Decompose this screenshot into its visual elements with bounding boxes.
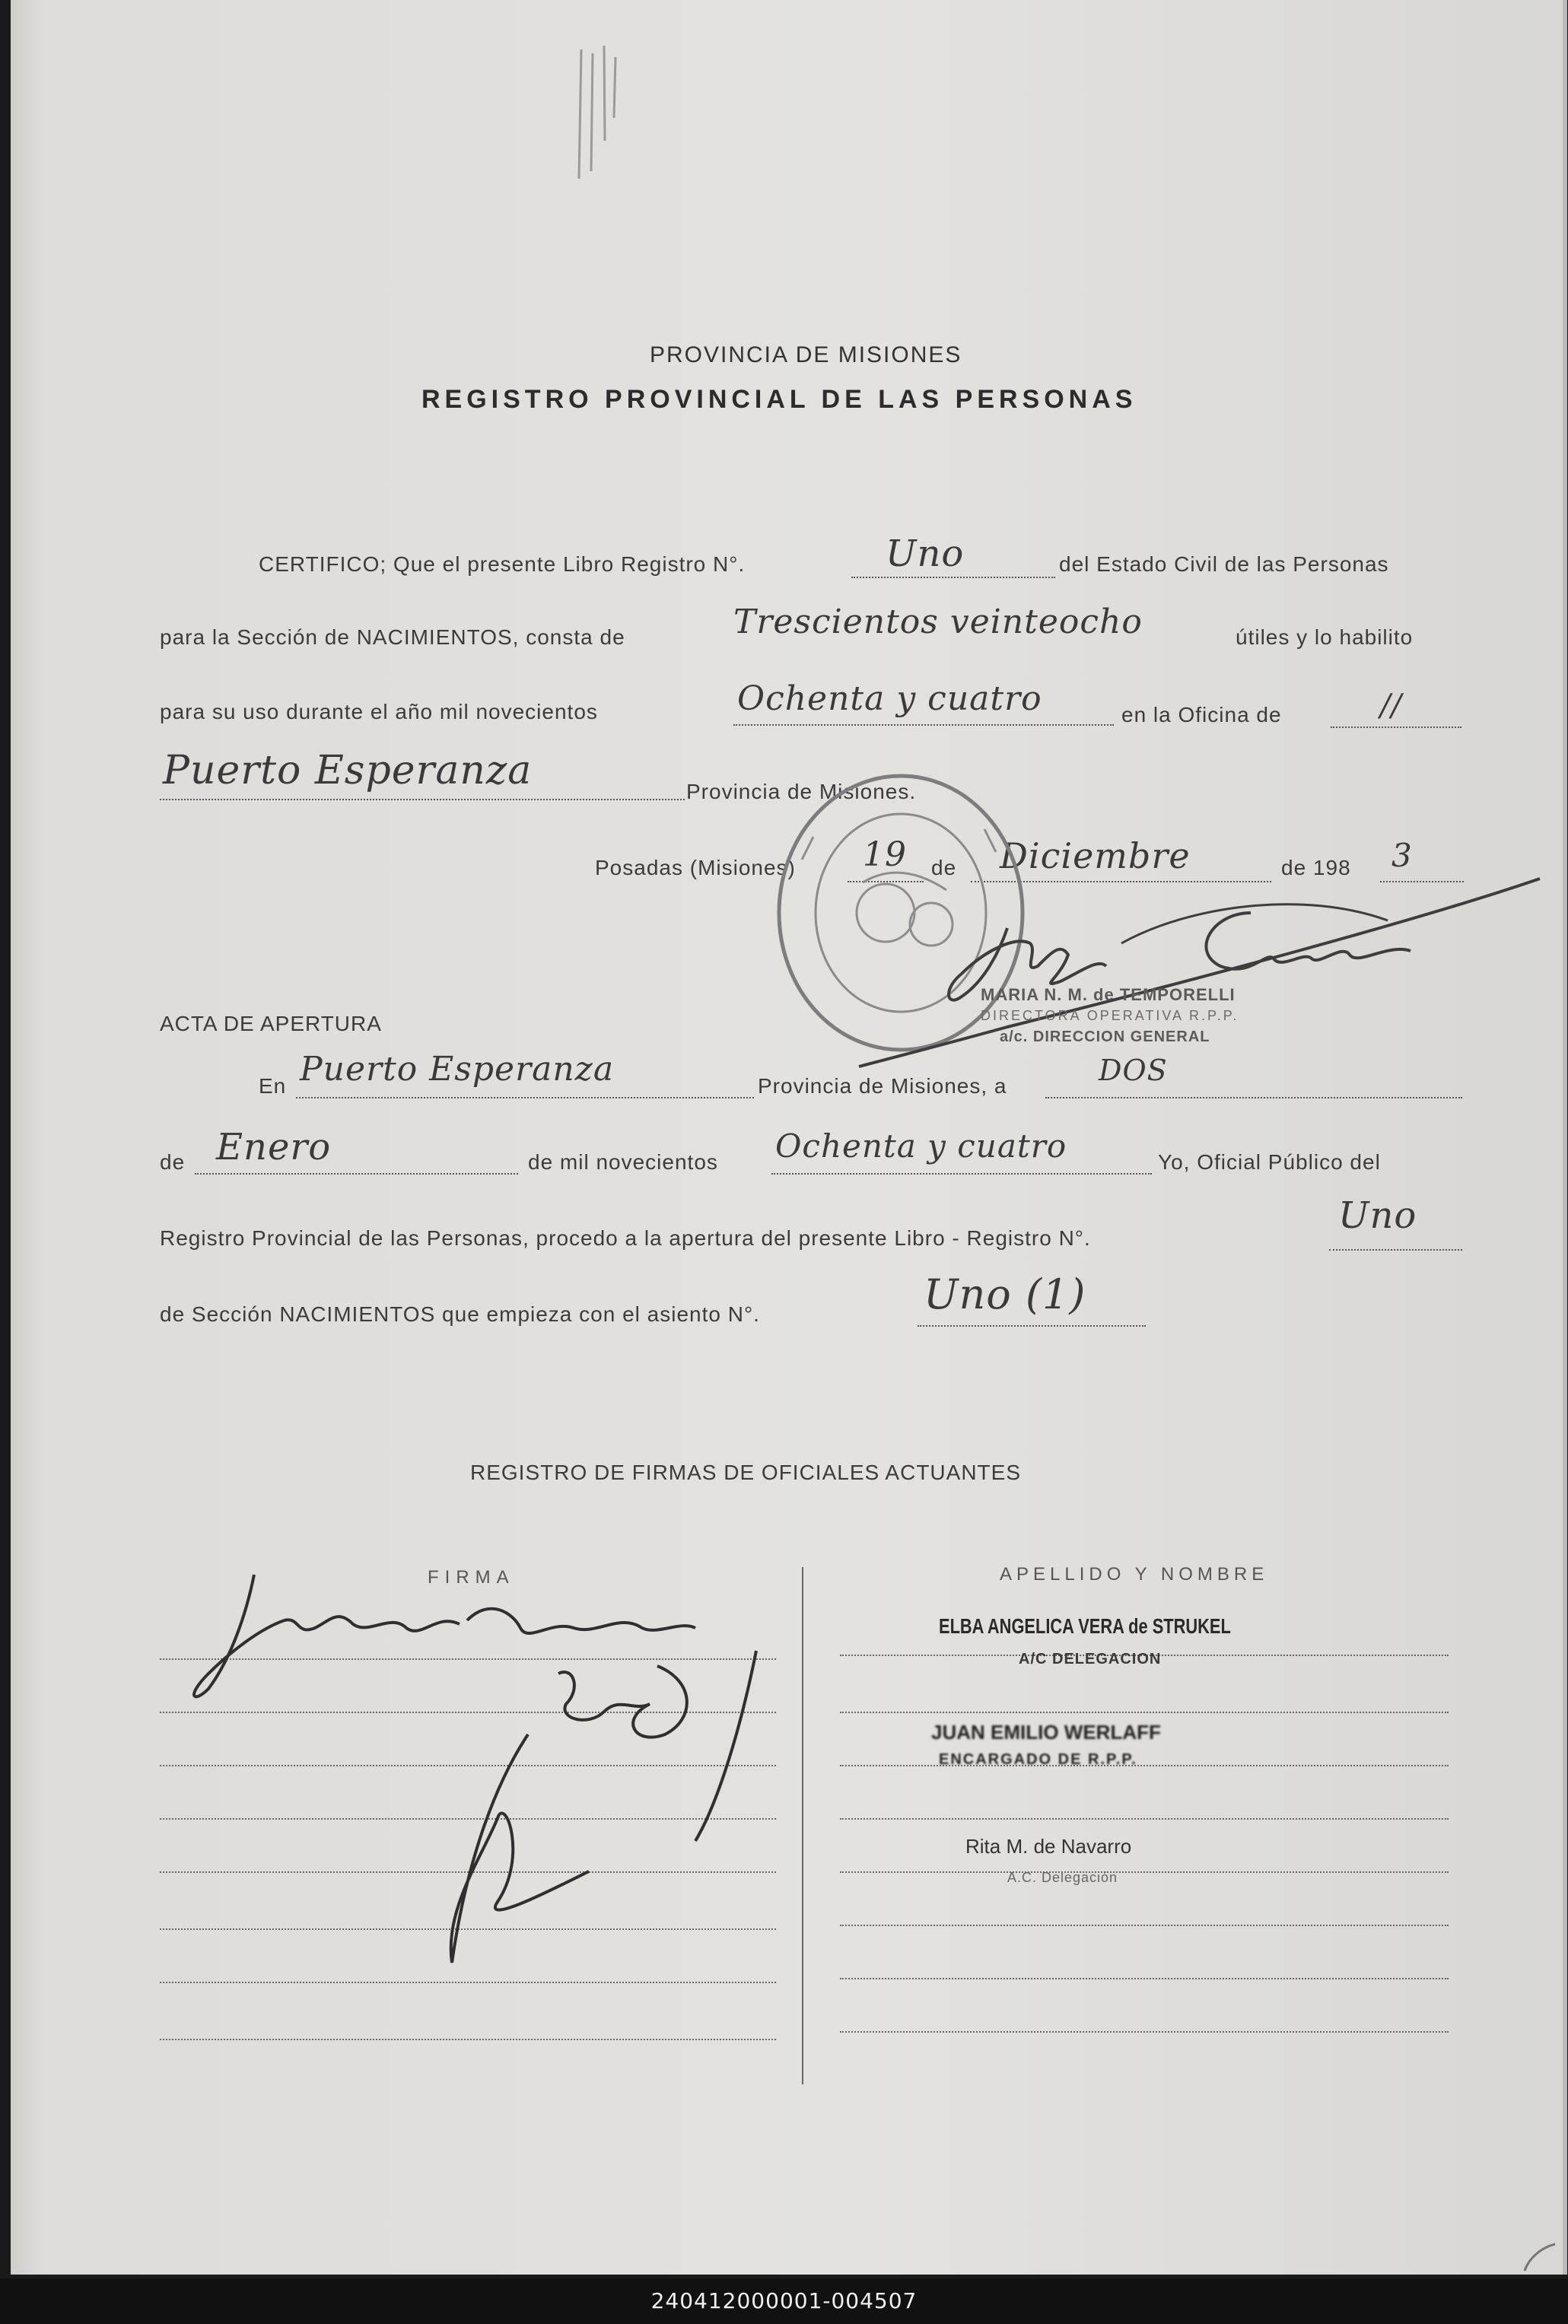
- pen-marks: [570, 42, 631, 186]
- column-divider: [802, 1567, 803, 2084]
- cert-line2-text-a: para la Sección de NACIMIENTOS, consta de: [160, 625, 625, 649]
- archive-id-footer: 240412000001-004507: [0, 2278, 1568, 2324]
- province-heading: PROVINCIA DE MISIONES: [650, 342, 962, 367]
- acta-line4-text: de Sección NACIMIENTOS que empieza con el asiento N°.: [160, 1302, 760, 1326]
- officer-1-role: A/C DELEGACION: [1019, 1651, 1162, 1667]
- acta-line2-text-c: Yo, Oficial Público del: [1158, 1150, 1381, 1174]
- cert-month: Diciembre: [1000, 835, 1191, 876]
- acta-day: DOS: [1099, 1054, 1168, 1087]
- cert-line3-text-b: en la Oficina de: [1121, 703, 1282, 726]
- acta-locality: Puerto Esperanza: [300, 1050, 615, 1089]
- acta-line2-de: de: [160, 1150, 186, 1174]
- officer-2-role: ENCARGADO DE R.P.P.: [939, 1751, 1137, 1768]
- officer-1-name: ELBA ANGELICA VERA de STRUKEL: [939, 1614, 1231, 1638]
- signatures-heading: REGISTRO DE FIRMAS DE OFICIALES ACTUANTES: [470, 1461, 1021, 1484]
- officer-2-name: JUAN EMILIO WERLAFF: [931, 1721, 1161, 1744]
- acta-year-written: Ochenta y cuatro: [775, 1127, 1067, 1165]
- acta-line1-text-b: Provincia de Misiones, a: [758, 1074, 1007, 1098]
- cert-year-label: de 198: [1281, 856, 1351, 879]
- cert-line3-text-a: para su uso durante el año mil novecientos: [160, 700, 598, 723]
- col-firma-header: FIRMA: [428, 1567, 515, 1588]
- cert-locality: Puerto Esperanza: [163, 748, 533, 793]
- cert-line1-text-a: CERTIFICO; Que el presente Libro Registro N°.: [259, 552, 746, 576]
- cert-line2-text-b: útiles y lo habilito: [1236, 625, 1414, 649]
- director-stamp-role: DIRECTORA OPERATIVA R.P.P.: [981, 1008, 1239, 1023]
- cert-page-count: Trescientos veinteocho: [733, 602, 1143, 641]
- director-stamp-name: MARIA N. M. de TEMPORELLI: [981, 985, 1236, 1004]
- director-stamp-dept: a/c. DIRECCION GENERAL: [1000, 1028, 1210, 1045]
- cert-year-digit: 3: [1391, 837, 1413, 874]
- acta-line1-en: En: [259, 1074, 287, 1098]
- cert-line1-text-b: del Estado Civil de las Personas: [1059, 552, 1389, 576]
- acta-line2-text-b: de mil novecientos: [528, 1150, 718, 1174]
- officer-3-role: A.C. Delegación: [1007, 1870, 1118, 1885]
- cert-de-label: de: [931, 856, 957, 879]
- cert-place-label: Posadas (Misiones): [595, 856, 796, 879]
- officer-3-name: Rita M. de Navarro: [965, 1835, 1132, 1858]
- cert-day: 19: [863, 835, 907, 874]
- acta-month: Enero: [216, 1126, 332, 1168]
- document-page: [11, 0, 1567, 2275]
- cert-line4-text-b: Provincia de Misiones.: [686, 780, 917, 803]
- acta-line3-text: Registro Provincial de las Personas, procedo a la apertura del presente Libro - Registro N°.: [160, 1226, 1091, 1250]
- cert-office-number: //: [1380, 688, 1402, 723]
- acta-entry-number: Uno (1): [924, 1270, 1086, 1318]
- cert-book-number: Uno: [886, 533, 965, 575]
- acta-heading: ACTA DE APERTURA: [160, 1012, 382, 1035]
- registry-heading: REGISTRO PROVINCIAL DE LAS PERSONAS: [421, 385, 1137, 414]
- page-curl: [1521, 2240, 1559, 2275]
- acta-book-number: Uno: [1338, 1194, 1417, 1237]
- cert-year-written: Ochenta y cuatro: [737, 679, 1042, 718]
- col-nombre-header: APELLIDO Y NOMBRE: [1000, 1564, 1269, 1585]
- officer-signatures: [163, 1552, 787, 1978]
